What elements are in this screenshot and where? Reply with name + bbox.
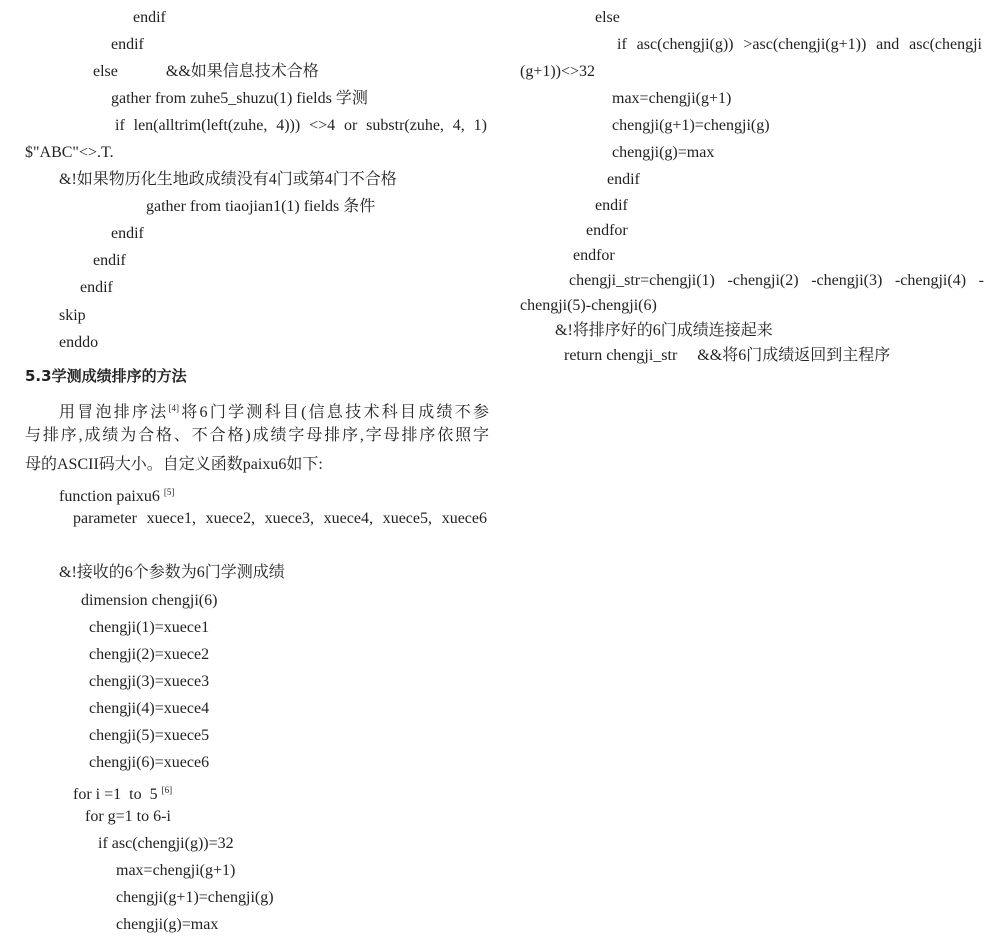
code-line: if len(alltrim(left(zuhe, 4))) <>4 or substr(zuhe, 4, 1) <box>115 117 487 134</box>
code-line: chengji(4)=xuece4 <box>89 700 210 717</box>
code-line: endif <box>111 36 144 53</box>
code-line: gather from zuhe5_shuzu(1) fields 学测 <box>111 90 368 107</box>
code-line: return chengji_str &&将6门成绩返回到主程序 <box>564 347 891 364</box>
code-line: $"ABC"<>.T. <box>25 144 114 161</box>
code-line: chengji(5)-chengji(6) <box>520 297 657 314</box>
code-line: chengji(1)=xuece1 <box>89 619 210 636</box>
code-line: parameter xuece1, xuece2, xuece3, xuece4, xuece5, xuece6 <box>73 510 487 527</box>
code-line: chengji(g+1)=chengji(g) <box>116 889 274 906</box>
code-line: for g=1 to 6-i <box>85 808 171 825</box>
code-line: chengji(6)=xuece6 <box>89 754 210 771</box>
code-line: endif <box>93 252 126 269</box>
code-line: if asc(chengji(g)) >asc(chengji(g+1)) and asc(chengji <box>617 36 982 53</box>
code-line: max=chengji(g+1) <box>116 862 236 879</box>
code-line: if asc(chengji(g))=32 <box>98 835 234 852</box>
code-line: chengji(g)=max <box>116 916 219 933</box>
code-line: chengji(3)=xuece3 <box>89 673 210 690</box>
code-line: endif <box>607 171 640 188</box>
code-line: chengji(g)=max <box>612 144 715 161</box>
section-heading: 5.3学测成绩排序的方法 <box>25 367 187 385</box>
code-line: endif <box>80 279 113 296</box>
code-line: chengji(g+1)=chengji(g) <box>612 117 770 134</box>
code-line: (g+1))<>32 <box>520 63 596 80</box>
code-line: chengji_str=chengji(1) -chengji(2) -chengji(3) -chengji(4) - <box>569 272 984 289</box>
code-line: endfor <box>573 247 615 264</box>
code-line: for i =1 to 5 [6] <box>73 785 173 803</box>
code-line: endif <box>133 9 166 26</box>
code-line: skip <box>59 307 86 324</box>
code-line: endif <box>595 197 628 214</box>
citation-marker: [4] <box>168 403 180 413</box>
code-line: max=chengji(g+1) <box>612 90 732 107</box>
code-line: enddo <box>59 334 99 351</box>
code-line: gather from tiaojian1(1) fields 条件 <box>146 198 376 215</box>
code-comment: &!如果物历化生地政成绩没有4门或第4门不合格 <box>59 171 397 188</box>
function-declaration: function paixu6 [5] <box>59 487 175 505</box>
paragraph-line-2: 与排序,成绩为合格、不合格)成绩字母排序,字母排序依照字 <box>25 427 489 444</box>
code-line: endif <box>111 225 144 242</box>
paragraph-line-3: 母的ASCII码大小。自定义函数paixu6如下: <box>25 456 323 473</box>
paragraph-line-1: 用冒泡排序法[4]将6门学测科目(信息技术科目成绩不参 <box>59 403 489 421</box>
code-comment: &!将排序好的6门成绩连接起来 <box>555 322 773 339</box>
code-line: endfor <box>586 222 628 239</box>
code-line: dimension chengji(6) <box>81 592 218 609</box>
code-line: chengji(2)=xuece2 <box>89 646 210 663</box>
code-line: else <box>595 9 620 26</box>
citation-marker: [6] <box>161 785 173 795</box>
code-line: else &&如果信息技术合格 <box>93 63 319 80</box>
code-comment: &!接收的6个参数为6门学测成绩 <box>59 564 285 581</box>
code-line: chengji(5)=xuece5 <box>89 727 210 744</box>
citation-marker: [5] <box>163 487 175 497</box>
